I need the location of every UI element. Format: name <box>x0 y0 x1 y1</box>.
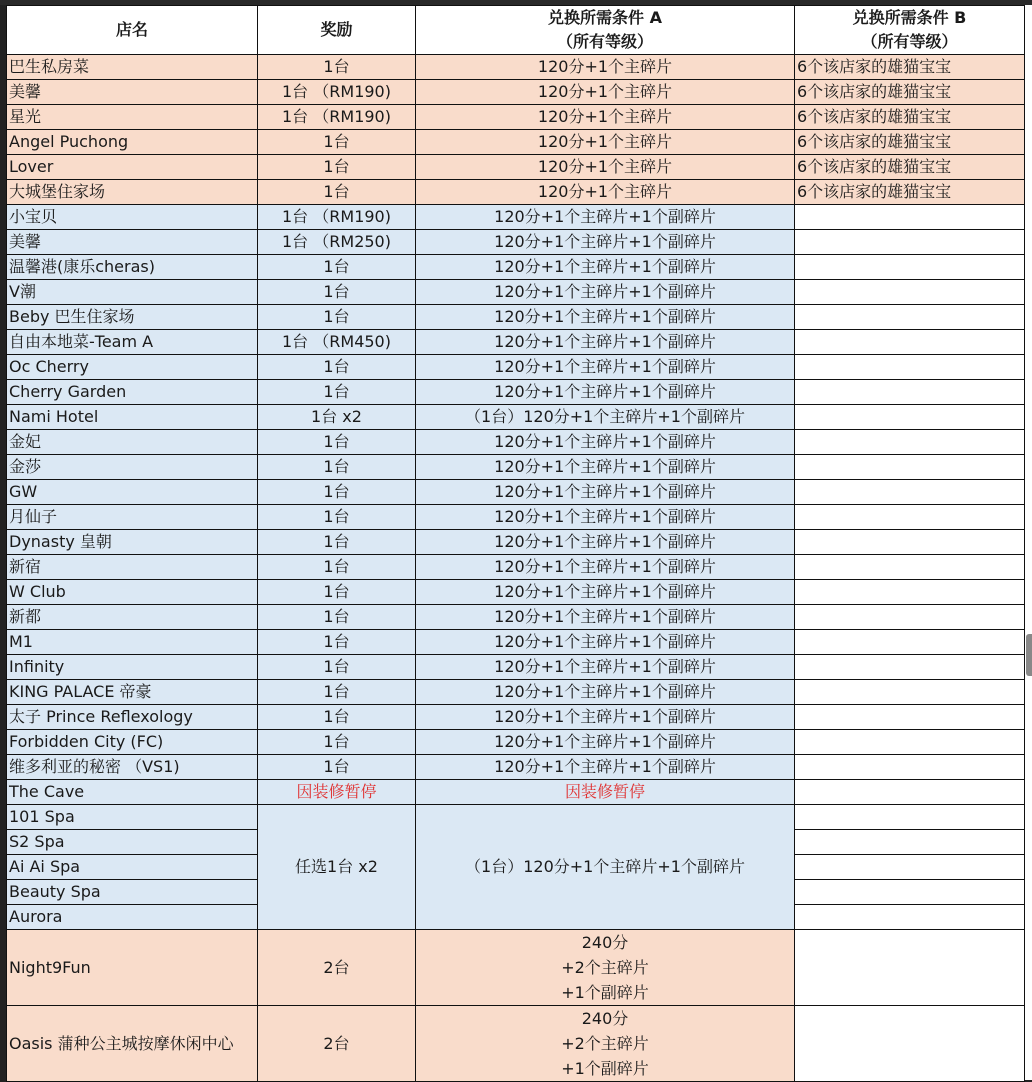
cell-name[interactable]: Nami Hotel <box>7 405 258 430</box>
table-row <box>7 305 1025 330</box>
cell-cond-a[interactable]: 120分+1个主碎片+1个副碎片 <box>416 205 795 230</box>
cell-empty[interactable] <box>795 705 1025 730</box>
cell-reward[interactable]: 1台 <box>258 580 416 605</box>
cell-empty[interactable] <box>795 755 1025 780</box>
cell-empty[interactable] <box>795 530 1025 555</box>
table-row <box>7 230 1025 255</box>
cell-name[interactable]: Aurora <box>7 905 258 930</box>
cell-cond-a[interactable]: 120分+1个主碎片+1个副碎片 <box>416 730 795 755</box>
cell-reward[interactable]: 1台 <box>258 180 416 205</box>
cell-cond-b[interactable]: 6个该店家的雄猫宝宝 <box>795 130 1025 155</box>
cell-name[interactable]: 温馨港(康乐cheras) <box>7 255 258 280</box>
table-row <box>7 280 1025 305</box>
cell-empty[interactable] <box>795 480 1025 505</box>
cell-name[interactable]: Angel Puchong <box>7 130 258 155</box>
cell-reward[interactable]: 1台 （RM250) <box>258 230 416 255</box>
cell-reward[interactable]: 1台 <box>258 530 416 555</box>
scrollbar-handle[interactable] <box>1026 634 1032 676</box>
cell-reward[interactable]: 1台 <box>258 505 416 530</box>
cell-cond-a[interactable]: 120分+1个主碎片+1个副碎片 <box>416 630 795 655</box>
cell-empty[interactable] <box>795 305 1025 330</box>
cell-name[interactable]: 星光 <box>7 105 258 130</box>
cell-name[interactable]: Forbidden City (FC) <box>7 730 258 755</box>
cell-reward[interactable]: 1台 <box>258 305 416 330</box>
cell-empty[interactable] <box>795 505 1025 530</box>
cell-empty[interactable] <box>795 580 1025 605</box>
cond-line: +1个副碎片 <box>561 1059 649 1078</box>
cell-cond-a[interactable]: 120分+1个主碎片+1个副碎片 <box>416 380 795 405</box>
rewards-table <box>6 5 1025 1082</box>
cell-cond-a[interactable]: 120分+1个主碎片+1个副碎片 <box>416 655 795 680</box>
cond-line: +1个副碎片 <box>561 983 649 1002</box>
cell-cond-a[interactable]: 120分+1个主碎片 <box>416 180 795 205</box>
cell-reward[interactable]: 1台 <box>258 630 416 655</box>
table-row <box>7 580 1025 605</box>
cell-name[interactable]: 金莎 <box>7 455 258 480</box>
cell-name[interactable]: Beauty Spa <box>7 880 258 905</box>
cell-cond-a[interactable] <box>416 930 795 1006</box>
cell-name[interactable]: Cherry Garden <box>7 380 258 405</box>
header-cond-a-line2: （所有等级） <box>556 32 653 51</box>
cell-name[interactable]: 维多利亚的秘密 （VS1) <box>7 755 258 780</box>
cell-name[interactable]: Ai Ai Spa <box>7 855 258 880</box>
cell-cond-a[interactable]: 120分+1个主碎片 <box>416 155 795 180</box>
cell-reward[interactable]: 1台 （RM450) <box>258 330 416 355</box>
cell-cond-a[interactable]: 120分+1个主碎片+1个副碎片 <box>416 280 795 305</box>
cell-reward[interactable]: 1台 <box>258 730 416 755</box>
table-row <box>7 605 1025 630</box>
cell-empty[interactable] <box>795 380 1025 405</box>
cell-name[interactable]: Oasis 蒲种公主城按摩休闲中心 <box>7 1006 258 1082</box>
cell-cond-b[interactable]: 6个该店家的雄猫宝宝 <box>795 155 1025 180</box>
cell-reward[interactable]: 2台 <box>258 1006 416 1082</box>
cell-empty[interactable] <box>795 1006 1025 1082</box>
table-row <box>7 255 1025 280</box>
cell-cond-a[interactable]: 120分+1个主碎片+1个副碎片 <box>416 455 795 480</box>
table-row <box>7 680 1025 705</box>
cell-name[interactable]: M1 <box>7 630 258 655</box>
cell-name[interactable]: W Club <box>7 580 258 605</box>
cell-name[interactable]: 太子 Prince Reflexology <box>7 705 258 730</box>
table-body <box>7 6 1025 1082</box>
table-row <box>7 505 1025 530</box>
cell-reward[interactable]: 1台 <box>258 355 416 380</box>
cond-line: +2个主碎片 <box>561 1034 649 1053</box>
table-row <box>7 180 1025 205</box>
cell-name[interactable]: 美馨 <box>7 230 258 255</box>
cell-name[interactable]: GW <box>7 480 258 505</box>
cell-cond-b[interactable]: 6个该店家的雄猫宝宝 <box>795 180 1025 205</box>
cell-cond-b[interactable]: 6个该店家的雄猫宝宝 <box>795 80 1025 105</box>
cell-reward[interactable]: 1台 <box>258 380 416 405</box>
cell-empty[interactable] <box>795 255 1025 280</box>
cell-cond-a[interactable]: 120分+1个主碎片+1个副碎片 <box>416 680 795 705</box>
table-row <box>7 105 1025 130</box>
cell-reward[interactable]: 1台 <box>258 705 416 730</box>
table-row <box>7 55 1025 80</box>
table-row <box>7 655 1025 680</box>
table-row <box>7 355 1025 380</box>
cell-cond-a[interactable]: 120分+1个主碎片+1个副碎片 <box>416 480 795 505</box>
header-name[interactable]: 店名 <box>7 6 258 55</box>
cell-empty[interactable] <box>795 630 1025 655</box>
cell-reward[interactable]: 因装修暂停 <box>258 780 416 805</box>
cell-empty[interactable] <box>795 880 1025 905</box>
cell-reward[interactable]: 1台 <box>258 280 416 305</box>
cell-cond-a[interactable]: 120分+1个主碎片+1个副碎片 <box>416 530 795 555</box>
cell-name[interactable]: 小宝贝 <box>7 205 258 230</box>
cell-empty[interactable] <box>795 330 1025 355</box>
cell-reward[interactable]: 1台 <box>258 680 416 705</box>
cell-reward[interactable]: 1台 <box>258 555 416 580</box>
cell-reward[interactable]: 1台 <box>258 455 416 480</box>
table-row <box>7 630 1025 655</box>
cell-empty[interactable] <box>795 280 1025 305</box>
cell-cond-b[interactable]: 6个该店家的雄猫宝宝 <box>795 105 1025 130</box>
cell-name[interactable]: 巴生私房菜 <box>7 55 258 80</box>
cell-cond-a[interactable]: 120分+1个主碎片+1个副碎片 <box>416 555 795 580</box>
header-cond-a[interactable] <box>416 6 795 55</box>
cell-name[interactable]: 月仙子 <box>7 505 258 530</box>
cell-cond-a[interactable]: 120分+1个主碎片+1个副碎片 <box>416 305 795 330</box>
cell-name[interactable]: Infinity <box>7 655 258 680</box>
table-row <box>7 480 1025 505</box>
cell-name[interactable]: 101 Spa <box>7 805 258 830</box>
cell-cond-a[interactable]: 120分+1个主碎片+1个副碎片 <box>416 705 795 730</box>
cell-reward[interactable]: 1台 <box>258 255 416 280</box>
cell-name[interactable]: The Cave <box>7 780 258 805</box>
cell-name[interactable]: Lover <box>7 155 258 180</box>
cell-empty[interactable] <box>795 430 1025 455</box>
cell-empty[interactable] <box>795 805 1025 830</box>
table-row <box>7 430 1025 455</box>
cell-cond-a[interactable]: 120分+1个主碎片 <box>416 105 795 130</box>
cell-empty[interactable] <box>795 930 1025 1006</box>
cell-empty[interactable] <box>795 405 1025 430</box>
cond-line: +2个主碎片 <box>561 958 649 977</box>
header-cond-b-line2: （所有等级） <box>861 32 958 51</box>
cell-empty[interactable] <box>795 355 1025 380</box>
table-row <box>7 805 1025 830</box>
cell-cond-a[interactable]: 120分+1个主碎片+1个副碎片 <box>416 605 795 630</box>
cell-name[interactable]: S2 Spa <box>7 830 258 855</box>
cell-name[interactable]: 自由本地菜-Team A <box>7 330 258 355</box>
cell-name[interactable]: 美馨 <box>7 80 258 105</box>
cell-reward[interactable]: 1台 <box>258 430 416 455</box>
table-row <box>7 380 1025 405</box>
cell-cond-a[interactable]: 120分+1个主碎片 <box>416 80 795 105</box>
cell-cond-a[interactable]: 120分+1个主碎片 <box>416 130 795 155</box>
cell-reward[interactable]: 1台 <box>258 655 416 680</box>
cell-cond-a[interactable]: 因装修暂停 <box>416 780 795 805</box>
table-row <box>7 555 1025 580</box>
cell-cond-b[interactable]: 6个该店家的雄猫宝宝 <box>795 55 1025 80</box>
table-row-cave <box>7 780 1025 805</box>
header-reward[interactable]: 奖励 <box>258 6 416 55</box>
cell-cond-a[interactable]: 120分+1个主碎片+1个副碎片 <box>416 580 795 605</box>
header-cond-a-line1: 兑换所需条件 A <box>548 8 662 27</box>
cell-reward[interactable]: 1台 <box>258 130 416 155</box>
cell-cond-a[interactable]: 120分+1个主碎片+1个副碎片 <box>416 505 795 530</box>
cell-empty[interactable] <box>795 205 1025 230</box>
table-row <box>7 1006 1025 1082</box>
cond-line: 240分 <box>581 1009 629 1028</box>
cell-name[interactable]: Night9Fun <box>7 930 258 1006</box>
cell-name[interactable]: 新都 <box>7 605 258 630</box>
cell-name[interactable]: 大城堡住家场 <box>7 180 258 205</box>
cell-reward[interactable]: 1台 x2 <box>258 405 416 430</box>
cell-cond-a[interactable]: 120分+1个主碎片 <box>416 55 795 80</box>
cell-cond-a[interactable]: 120分+1个主碎片+1个副碎片 <box>416 230 795 255</box>
table-row <box>7 730 1025 755</box>
cell-cond-a[interactable]: （1台）120分+1个主碎片+1个副碎片 <box>416 405 795 430</box>
table-row <box>7 705 1025 730</box>
table-row <box>7 755 1025 780</box>
table-row <box>7 405 1025 430</box>
table-row <box>7 80 1025 105</box>
cell-cond-a-merged[interactable]: （1台）120分+1个主碎片+1个副碎片 <box>416 805 795 930</box>
cell-name[interactable]: 金妃 <box>7 430 258 455</box>
cell-empty[interactable] <box>795 905 1025 930</box>
cell-reward[interactable]: 1台 <box>258 480 416 505</box>
cell-name[interactable]: 新宿 <box>7 555 258 580</box>
cell-name[interactable]: Dynasty 皇朝 <box>7 530 258 555</box>
cell-reward[interactable]: 2台 <box>258 930 416 1006</box>
table-row <box>7 130 1025 155</box>
cell-reward[interactable]: 1台 <box>258 155 416 180</box>
cell-empty[interactable] <box>795 680 1025 705</box>
cell-name[interactable]: KING PALACE 帝豪 <box>7 680 258 705</box>
cond-line: 240分 <box>581 933 629 952</box>
cell-empty[interactable] <box>795 555 1025 580</box>
cell-empty[interactable] <box>795 655 1025 680</box>
cell-cond-a[interactable]: 120分+1个主碎片+1个副碎片 <box>416 430 795 455</box>
table-row <box>7 530 1025 555</box>
cell-empty[interactable] <box>795 605 1025 630</box>
cell-empty[interactable] <box>795 830 1025 855</box>
cell-reward[interactable]: 1台 <box>258 605 416 630</box>
table-row <box>7 455 1025 480</box>
cell-empty[interactable] <box>795 730 1025 755</box>
cell-cond-a[interactable]: 120分+1个主碎片+1个副碎片 <box>416 330 795 355</box>
header-cond-b-line1: 兑换所需条件 B <box>852 8 967 27</box>
cell-reward[interactable]: 1台 （RM190) <box>258 105 416 130</box>
cell-reward[interactable]: 1台 （RM190) <box>258 80 416 105</box>
cell-reward-merged[interactable]: 任选1台 x2 <box>258 805 416 930</box>
header-row <box>7 6 1025 55</box>
cell-empty[interactable] <box>795 780 1025 805</box>
cell-cond-a[interactable]: 120分+1个主碎片+1个副碎片 <box>416 755 795 780</box>
cell-reward[interactable]: 1台 <box>258 755 416 780</box>
cell-empty[interactable] <box>795 230 1025 255</box>
table-row <box>7 930 1025 1006</box>
cell-reward[interactable]: 1台 <box>258 55 416 80</box>
header-cond-b[interactable] <box>795 6 1025 55</box>
table-row <box>7 155 1025 180</box>
cell-reward[interactable]: 1台 （RM190) <box>258 205 416 230</box>
cell-empty[interactable] <box>795 455 1025 480</box>
cell-cond-a[interactable]: 120分+1个主碎片+1个副碎片 <box>416 355 795 380</box>
cell-cond-a[interactable] <box>416 1006 795 1082</box>
table-row <box>7 330 1025 355</box>
cell-name[interactable]: V潮 <box>7 280 258 305</box>
cell-name[interactable]: Oc Cherry <box>7 355 258 380</box>
cell-cond-a[interactable]: 120分+1个主碎片+1个副碎片 <box>416 255 795 280</box>
right-margin <box>1024 5 1032 1080</box>
cell-empty[interactable] <box>795 855 1025 880</box>
cell-name[interactable]: Beby 巴生住家场 <box>7 305 258 330</box>
table-row <box>7 205 1025 230</box>
